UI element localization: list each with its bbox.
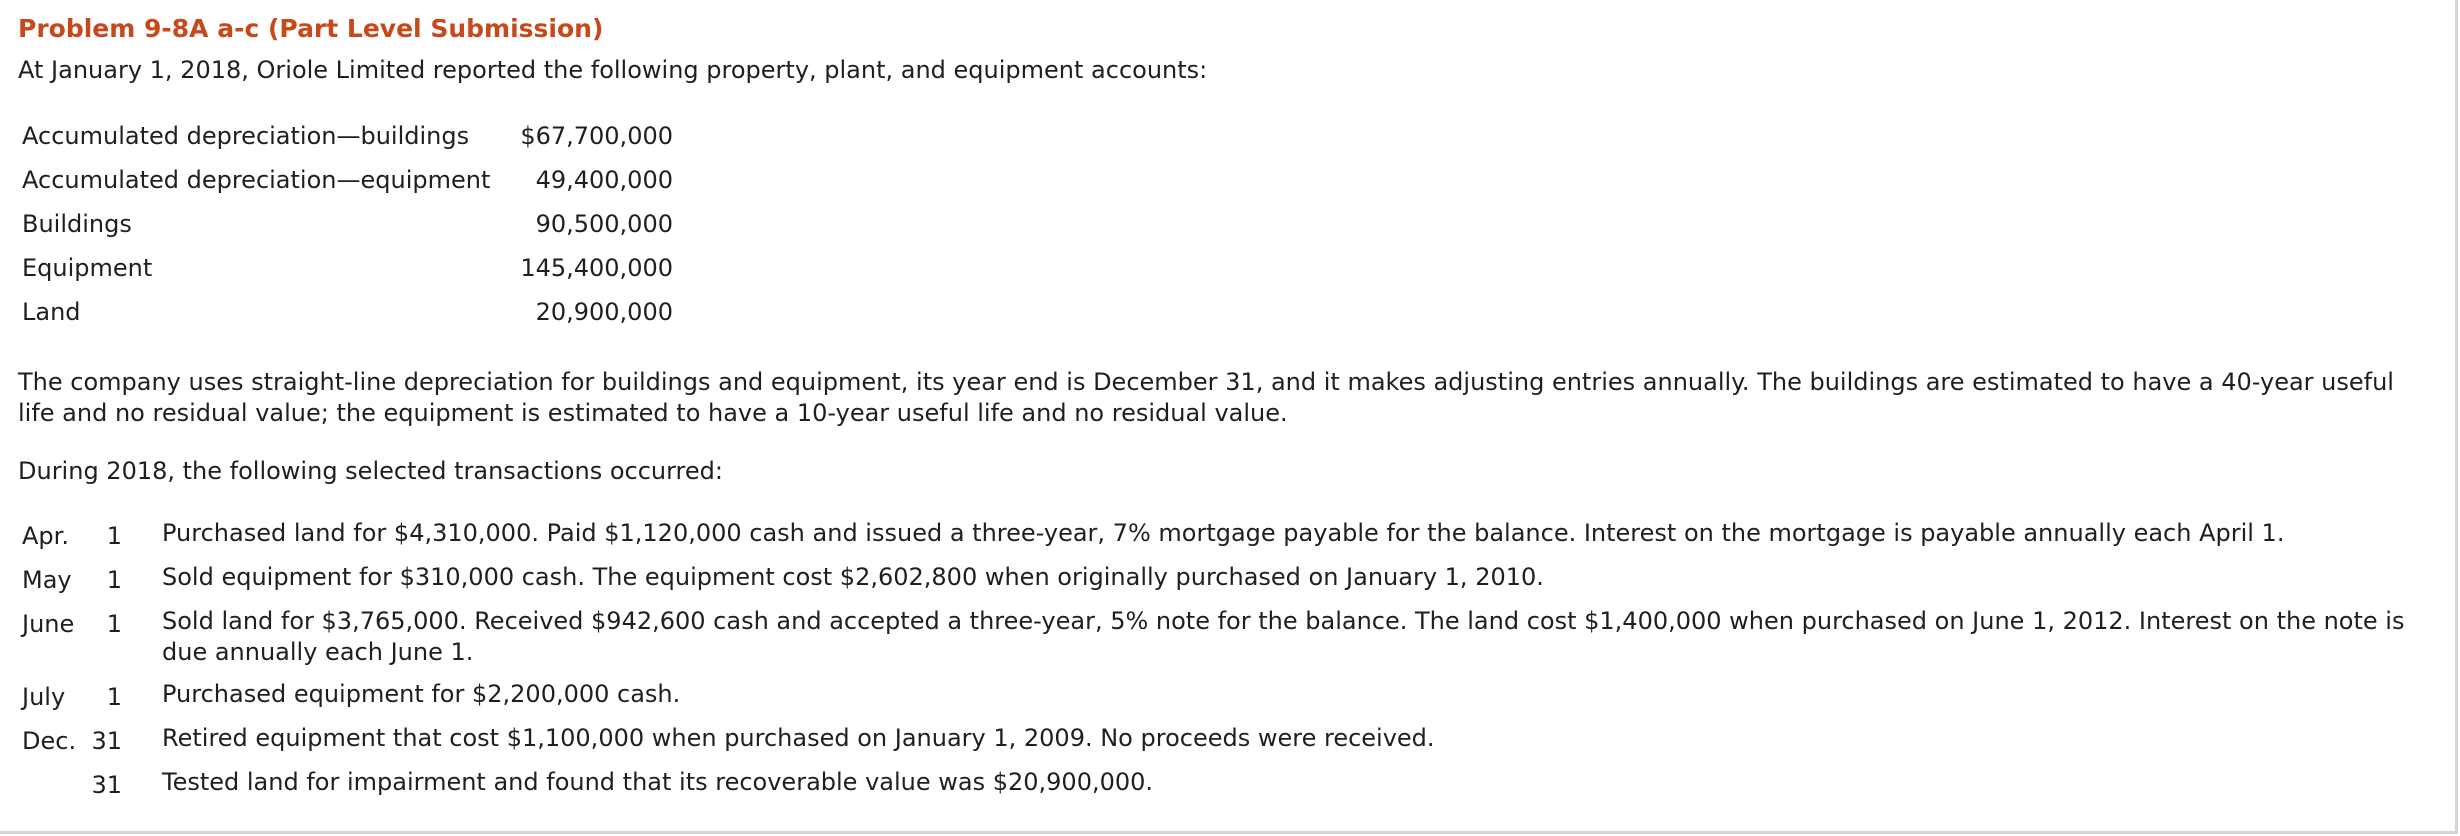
policy-paragraph: The company uses straight-line depreciation for buildings and equipment, its year end is December 31, and it makes adjusting entries annually. The buildings are estimated to have a 40-year useful life and no residual value; the equipment is estimated to have a 10-year useful life and no residual value.: [18, 368, 2394, 427]
problem-title: Problem 9-8A a-c (Part Level Submission): [18, 14, 604, 43]
account-amount: $67,700,000: [520, 122, 673, 150]
account-name: Equipment: [22, 254, 153, 282]
intro-text: At January 1, 2018, Oriole Limited reported the following property, plant, and equipment accounts:: [18, 56, 1208, 84]
transaction-text: Tested land for impairment and found that its recoverable value was $20,900,000.: [162, 768, 1154, 796]
transaction-month: June: [22, 610, 75, 638]
transaction-day: 1: [106, 683, 122, 711]
account-name: Land: [22, 298, 81, 326]
transaction-month: July: [22, 683, 66, 711]
transaction-month: Apr.: [22, 522, 69, 550]
account-name: Accumulated depreciation—equipment: [22, 166, 491, 194]
account-amount: 20,900,000: [535, 298, 673, 326]
transaction-text: Sold equipment for $310,000 cash. The equipment cost $2,602,800 when originally purchased on January 1, 2010.: [162, 563, 1544, 591]
transaction-month: May: [22, 566, 72, 594]
transaction-text: Sold land for $3,765,000. Received $942,600 cash and accepted a three-year, 5% note for the balance. The land cost $1,400,000 when purchased on June 1, 2012. Interest on the note is due annually each June 1.: [162, 607, 2405, 666]
account-amount: 145,400,000: [520, 254, 673, 282]
transaction-day: 31: [91, 727, 122, 755]
transaction-day: 1: [106, 566, 122, 594]
account-amount: 90,500,000: [535, 210, 673, 238]
account-name: Buildings: [22, 210, 132, 238]
transaction-text: Purchased equipment for $2,200,000 cash.: [162, 680, 681, 708]
transaction-month: Dec.: [22, 727, 77, 755]
transaction-day: 1: [106, 610, 122, 638]
transactions-intro: During 2018, the following selected transactions occurred:: [18, 457, 723, 485]
transaction-text: Retired equipment that cost $1,100,000 when purchased on January 1, 2009. No proceeds were received.: [162, 724, 1435, 752]
transaction-day: 1: [106, 522, 122, 550]
transaction-text: Purchased land for $4,310,000. Paid $1,120,000 cash and issued a three-year, 7% mortgage payable for the balance. Interest on the mortgage is payable annually each April 1.: [162, 519, 2285, 547]
account-amount: 49,400,000: [535, 166, 673, 194]
account-name: Accumulated depreciation—buildings: [22, 122, 470, 150]
transaction-day: 31: [91, 771, 122, 799]
